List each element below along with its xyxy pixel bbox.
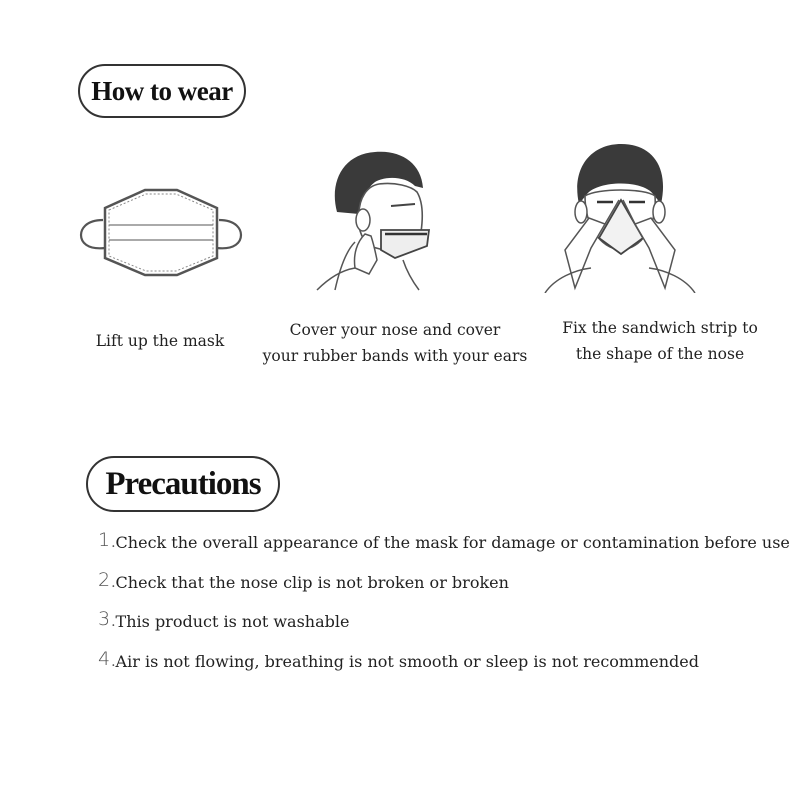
precautions-heading: Precautions (86, 456, 280, 512)
step-caption-cover-nose (255, 317, 535, 369)
caption-line: Cover your nose and cover (289, 321, 501, 339)
caption-line: Lift up the mask (95, 332, 225, 350)
item-dot: . (111, 614, 116, 630)
item-dot: . (111, 574, 116, 591)
step-caption-fix-strip (545, 315, 775, 367)
caption-line: your rubber bands with your ears (262, 347, 528, 365)
item-dot: . (111, 653, 116, 670)
face-pinching-nose-clip-icon (535, 138, 705, 293)
item-number: 3 (98, 608, 111, 630)
caption-line: Fix the sandwich strip to (562, 319, 758, 337)
caption-line: the shape of the nose (575, 345, 745, 363)
precaution-item (98, 568, 778, 608)
item-text: This product is not washable (115, 612, 350, 631)
item-number: 4 (98, 647, 111, 670)
item-dot: . (111, 535, 116, 551)
precaution-item (98, 528, 790, 568)
item-text: Air is not flowing, breathing is not smooth or sleep is not recommended (115, 651, 699, 671)
face-wearing-mask-side-icon (295, 142, 455, 292)
precaution-item (98, 647, 778, 687)
step-caption-lift-mask (80, 328, 240, 354)
item-number: 2 (98, 568, 111, 591)
item-text: Check the overall appearance of the mask for damage or contamination before use (115, 533, 790, 552)
precautions-list (98, 528, 790, 686)
how-to-wear-heading: How to wear (78, 64, 246, 118)
item-text: Check that the nose clip is not broken or broken (115, 572, 509, 592)
item-number: 1 (98, 529, 111, 551)
precaution-item (98, 607, 778, 647)
mask-icon (75, 180, 247, 280)
